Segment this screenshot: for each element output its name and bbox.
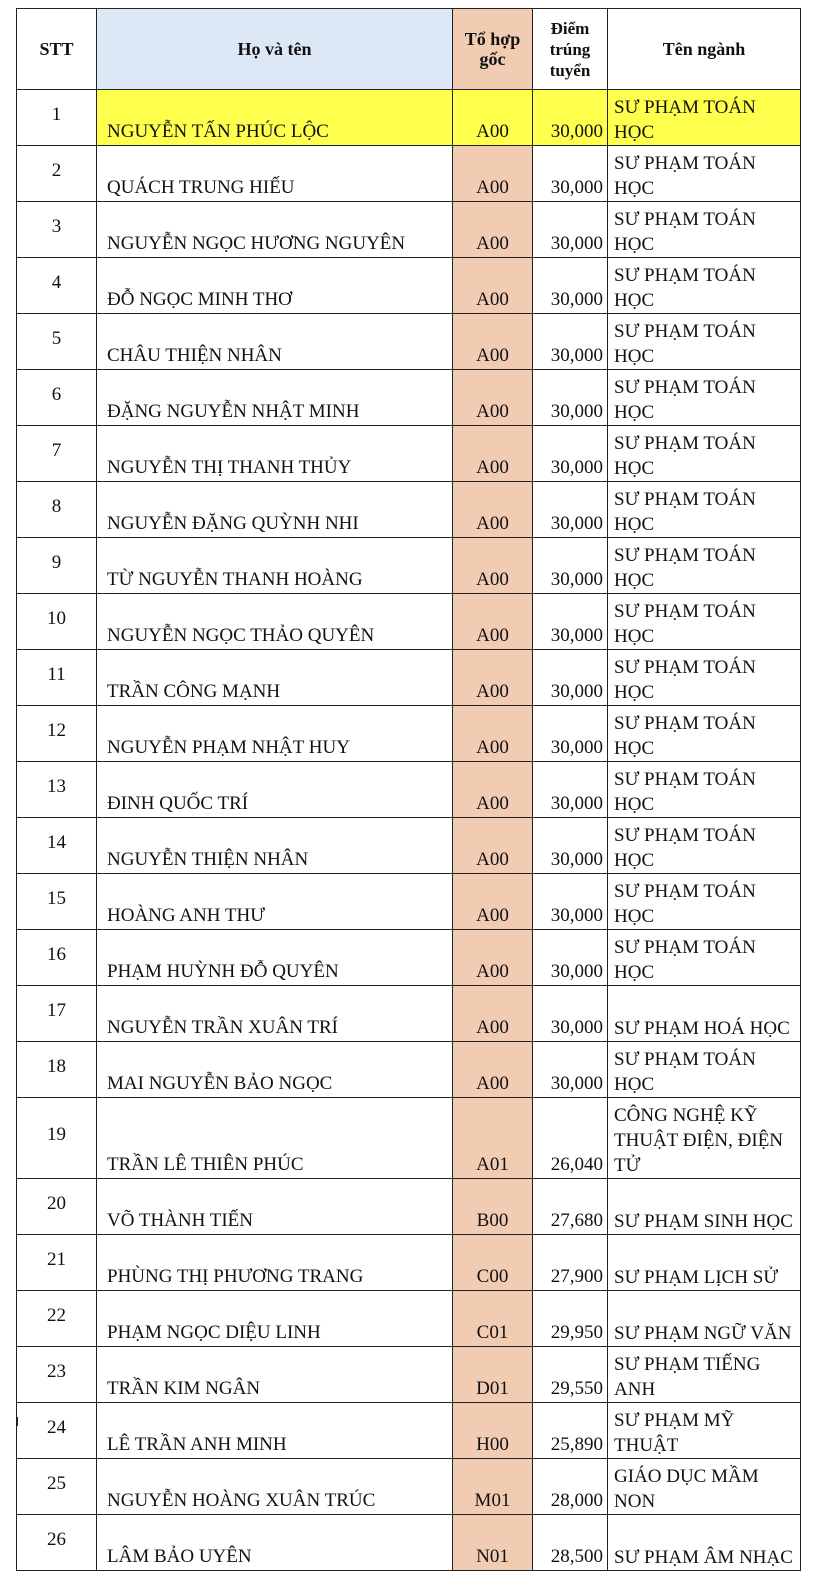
row-combo-cell: A00 (453, 482, 533, 538)
row-name-cell: QUÁCH TRUNG HIẾU (97, 146, 453, 202)
row-score-cell: 30,000 (533, 202, 608, 258)
row-combo-cell: A00 (453, 202, 533, 258)
row-stt-cell: 7 (17, 426, 97, 482)
row-stt-cell: 23 (17, 1347, 97, 1403)
row-stt-cell: 26 (17, 1515, 97, 1571)
row-stt-cell: 1 (17, 90, 97, 146)
row-name-cell: PHẠM NGỌC DIỆU LINH (97, 1291, 453, 1347)
row-name-cell: NGUYỄN THỊ THANH THỦY (97, 426, 453, 482)
row-stt-cell: 5 (17, 314, 97, 370)
row-stt-cell: 11 (17, 650, 97, 706)
row-name-cell: CHÂU THIỆN NHÂN (97, 314, 453, 370)
row-stt-cell: 21 (17, 1235, 97, 1291)
page-edge-mark (17, 1417, 18, 1426)
table-row (17, 314, 801, 370)
table-row (17, 1291, 801, 1347)
row-score-cell: 30,000 (533, 146, 608, 202)
row-name-cell: VÕ THÀNH TIẾN (97, 1179, 453, 1235)
row-name-cell: NGUYỄN NGỌC THẢO QUYÊN (97, 594, 453, 650)
table-row (17, 1179, 801, 1235)
row-combo-cell: A00 (453, 1042, 533, 1098)
row-major-cell: SƯ PHẠM TOÁN HỌC (608, 650, 801, 706)
row-stt-cell: 15 (17, 874, 97, 930)
table-row (17, 1515, 801, 1571)
row-score-cell: 30,000 (533, 538, 608, 594)
row-major-cell: SƯ PHẠM TOÁN HỌC (608, 314, 801, 370)
row-score-cell: 27,900 (533, 1235, 608, 1291)
row-combo-cell: A00 (453, 706, 533, 762)
table-row (17, 706, 801, 762)
row-combo-cell: A00 (453, 874, 533, 930)
table-row (17, 1235, 801, 1291)
row-name-cell: ĐỖ NGỌC MINH THƠ (97, 258, 453, 314)
row-stt-cell: 17 (17, 986, 97, 1042)
row-name-cell: NGUYỄN NGỌC HƯƠNG NGUYÊN (97, 202, 453, 258)
row-combo-cell: D01 (453, 1347, 533, 1403)
row-major-cell: SƯ PHẠM ÂM NHẠC (608, 1515, 801, 1571)
table-row (17, 930, 801, 986)
row-major-cell: SƯ PHẠM TOÁN HỌC (608, 706, 801, 762)
row-score-cell: 30,000 (533, 762, 608, 818)
row-combo-cell: A00 (453, 930, 533, 986)
table-row (17, 986, 801, 1042)
row-major-cell: SƯ PHẠM HOÁ HỌC (608, 986, 801, 1042)
table-row (17, 426, 801, 482)
row-stt-cell: 18 (17, 1042, 97, 1098)
row-stt-cell: 25 (17, 1459, 97, 1515)
row-major-cell: SƯ PHẠM TOÁN HỌC (608, 594, 801, 650)
row-score-cell: 28,500 (533, 1515, 608, 1571)
row-score-cell: 25,890 (533, 1403, 608, 1459)
row-name-cell: PHÙNG THỊ PHƯƠNG TRANG (97, 1235, 453, 1291)
row-combo-cell: N01 (453, 1515, 533, 1571)
row-score-cell: 26,040 (533, 1098, 608, 1179)
row-major-cell: SƯ PHẠM SINH HỌC (608, 1179, 801, 1235)
row-combo-cell: H00 (453, 1403, 533, 1459)
row-score-cell: 30,000 (533, 594, 608, 650)
row-score-cell: 30,000 (533, 986, 608, 1042)
table-row (17, 762, 801, 818)
row-major-cell: SƯ PHẠM TOÁN HỌC (608, 258, 801, 314)
row-name-cell: ĐINH QUỐC TRÍ (97, 762, 453, 818)
row-combo-cell: A00 (453, 986, 533, 1042)
row-combo-cell: A00 (453, 538, 533, 594)
row-name-cell: NGUYỄN PHẠM NHẬT HUY (97, 706, 453, 762)
row-stt-cell: 22 (17, 1291, 97, 1347)
table-row (17, 538, 801, 594)
table-row (17, 1403, 801, 1459)
row-major-cell: SƯ PHẠM TOÁN HỌC (608, 818, 801, 874)
row-score-cell: 30,000 (533, 874, 608, 930)
row-name-cell: HOÀNG ANH THƯ (97, 874, 453, 930)
row-name-cell: NGUYỄN TRẦN XUÂN TRÍ (97, 986, 453, 1042)
row-score-cell: 30,000 (533, 370, 608, 426)
table-row (17, 1098, 801, 1179)
row-combo-cell: A00 (453, 762, 533, 818)
row-combo-cell: A00 (453, 594, 533, 650)
row-stt-cell: 9 (17, 538, 97, 594)
table-row (17, 370, 801, 426)
row-name-cell: LÊ TRẦN ANH MINH (97, 1403, 453, 1459)
header-stt: STT (17, 9, 97, 90)
table-row (17, 1347, 801, 1403)
row-stt-cell: 16 (17, 930, 97, 986)
row-name-cell: NGUYỄN THIỆN NHÂN (97, 818, 453, 874)
row-combo-cell: C00 (453, 1235, 533, 1291)
row-score-cell: 29,950 (533, 1291, 608, 1347)
table-row (17, 146, 801, 202)
table-row (17, 650, 801, 706)
table-body (17, 90, 801, 1571)
row-combo-cell: M01 (453, 1459, 533, 1515)
row-major-cell: SƯ PHẠM TOÁN HỌC (608, 762, 801, 818)
admission-results-table (16, 8, 801, 1571)
row-stt-cell: 24 (17, 1403, 97, 1459)
row-combo-cell: B00 (453, 1179, 533, 1235)
row-combo-cell: A00 (453, 146, 533, 202)
row-major-cell: SƯ PHẠM TOÁN HỌC (608, 146, 801, 202)
row-stt-cell: 14 (17, 818, 97, 874)
row-name-cell: TRẦN LÊ THIÊN PHÚC (97, 1098, 453, 1179)
row-combo-cell: A00 (453, 90, 533, 146)
row-score-cell: 28,000 (533, 1459, 608, 1515)
row-combo-cell: A00 (453, 258, 533, 314)
row-combo-cell: A01 (453, 1098, 533, 1179)
row-score-cell: 30,000 (533, 314, 608, 370)
table-row (17, 1459, 801, 1515)
row-stt-cell: 19 (17, 1098, 97, 1179)
row-score-cell: 29,550 (533, 1347, 608, 1403)
row-combo-cell: A00 (453, 370, 533, 426)
row-major-cell: CÔNG NGHỆ KỸ THUẬT ĐIỆN, ĐIỆN TỬ (608, 1098, 801, 1179)
row-score-cell: 30,000 (533, 930, 608, 986)
table-row (17, 594, 801, 650)
row-name-cell: MAI NGUYỄN BẢO NGỌC (97, 1042, 453, 1098)
row-score-cell: 30,000 (533, 258, 608, 314)
row-name-cell: TRẦN CÔNG MẠNH (97, 650, 453, 706)
row-score-cell: 27,680 (533, 1179, 608, 1235)
row-score-cell: 30,000 (533, 90, 608, 146)
table-row (17, 874, 801, 930)
row-stt-cell: 13 (17, 762, 97, 818)
row-stt-cell: 6 (17, 370, 97, 426)
row-stt-cell: 3 (17, 202, 97, 258)
row-stt-cell: 4 (17, 258, 97, 314)
row-combo-cell: A00 (453, 650, 533, 706)
row-name-cell: PHẠM HUỲNH ĐỖ QUYÊN (97, 930, 453, 986)
row-name-cell: NGUYỄN HOÀNG XUÂN TRÚC (97, 1459, 453, 1515)
header-score: Điểm trúng tuyển (533, 9, 608, 90)
row-name-cell: NGUYỄN ĐẶNG QUỲNH NHI (97, 482, 453, 538)
row-stt-cell: 20 (17, 1179, 97, 1235)
row-stt-cell: 10 (17, 594, 97, 650)
row-major-cell: SƯ PHẠM TOÁN HỌC (608, 930, 801, 986)
row-combo-cell: A00 (453, 314, 533, 370)
row-combo-cell: A00 (453, 426, 533, 482)
row-major-cell: SƯ PHẠM MỸ THUẬT (608, 1403, 801, 1459)
row-major-cell: SƯ PHẠM NGỮ VĂN (608, 1291, 801, 1347)
row-stt-cell: 2 (17, 146, 97, 202)
row-name-cell: TRẦN KIM NGÂN (97, 1347, 453, 1403)
table-row (17, 818, 801, 874)
row-score-cell: 30,000 (533, 482, 608, 538)
header-row (17, 9, 801, 90)
header-combo: Tổ hợp gốc (453, 9, 533, 90)
row-score-cell: 30,000 (533, 1042, 608, 1098)
table-row (17, 90, 801, 146)
row-stt-cell: 12 (17, 706, 97, 762)
table-row (17, 258, 801, 314)
row-name-cell: LÂM BẢO UYÊN (97, 1515, 453, 1571)
row-major-cell: SƯ PHẠM TOÁN HỌC (608, 90, 801, 146)
row-score-cell: 30,000 (533, 650, 608, 706)
row-combo-cell: C01 (453, 1291, 533, 1347)
table-row (17, 482, 801, 538)
row-name-cell: TỪ NGUYỄN THANH HOÀNG (97, 538, 453, 594)
row-stt-cell: 8 (17, 482, 97, 538)
table-row (17, 202, 801, 258)
row-score-cell: 30,000 (533, 426, 608, 482)
row-major-cell: SƯ PHẠM TOÁN HỌC (608, 202, 801, 258)
row-major-cell: SƯ PHẠM TOÁN HỌC (608, 482, 801, 538)
header-name: Họ và tên (97, 9, 453, 90)
row-major-cell: SƯ PHẠM TOÁN HỌC (608, 538, 801, 594)
row-score-cell: 30,000 (533, 818, 608, 874)
row-name-cell: ĐẶNG NGUYỄN NHẬT MINH (97, 370, 453, 426)
row-major-cell: SƯ PHẠM TOÁN HỌC (608, 370, 801, 426)
row-major-cell: SƯ PHẠM TIẾNG ANH (608, 1347, 801, 1403)
row-major-cell: SƯ PHẠM TOÁN HỌC (608, 874, 801, 930)
row-major-cell: SƯ PHẠM LỊCH SỬ (608, 1235, 801, 1291)
row-major-cell: GIÁO DỤC MẦM NON (608, 1459, 801, 1515)
row-name-cell: NGUYỄN TẤN PHÚC LỘC (97, 90, 453, 146)
header-major: Tên ngành (608, 9, 801, 90)
row-score-cell: 30,000 (533, 706, 608, 762)
row-major-cell: SƯ PHẠM TOÁN HỌC (608, 426, 801, 482)
row-major-cell: SƯ PHẠM TOÁN HỌC (608, 1042, 801, 1098)
row-combo-cell: A00 (453, 818, 533, 874)
table-row (17, 1042, 801, 1098)
